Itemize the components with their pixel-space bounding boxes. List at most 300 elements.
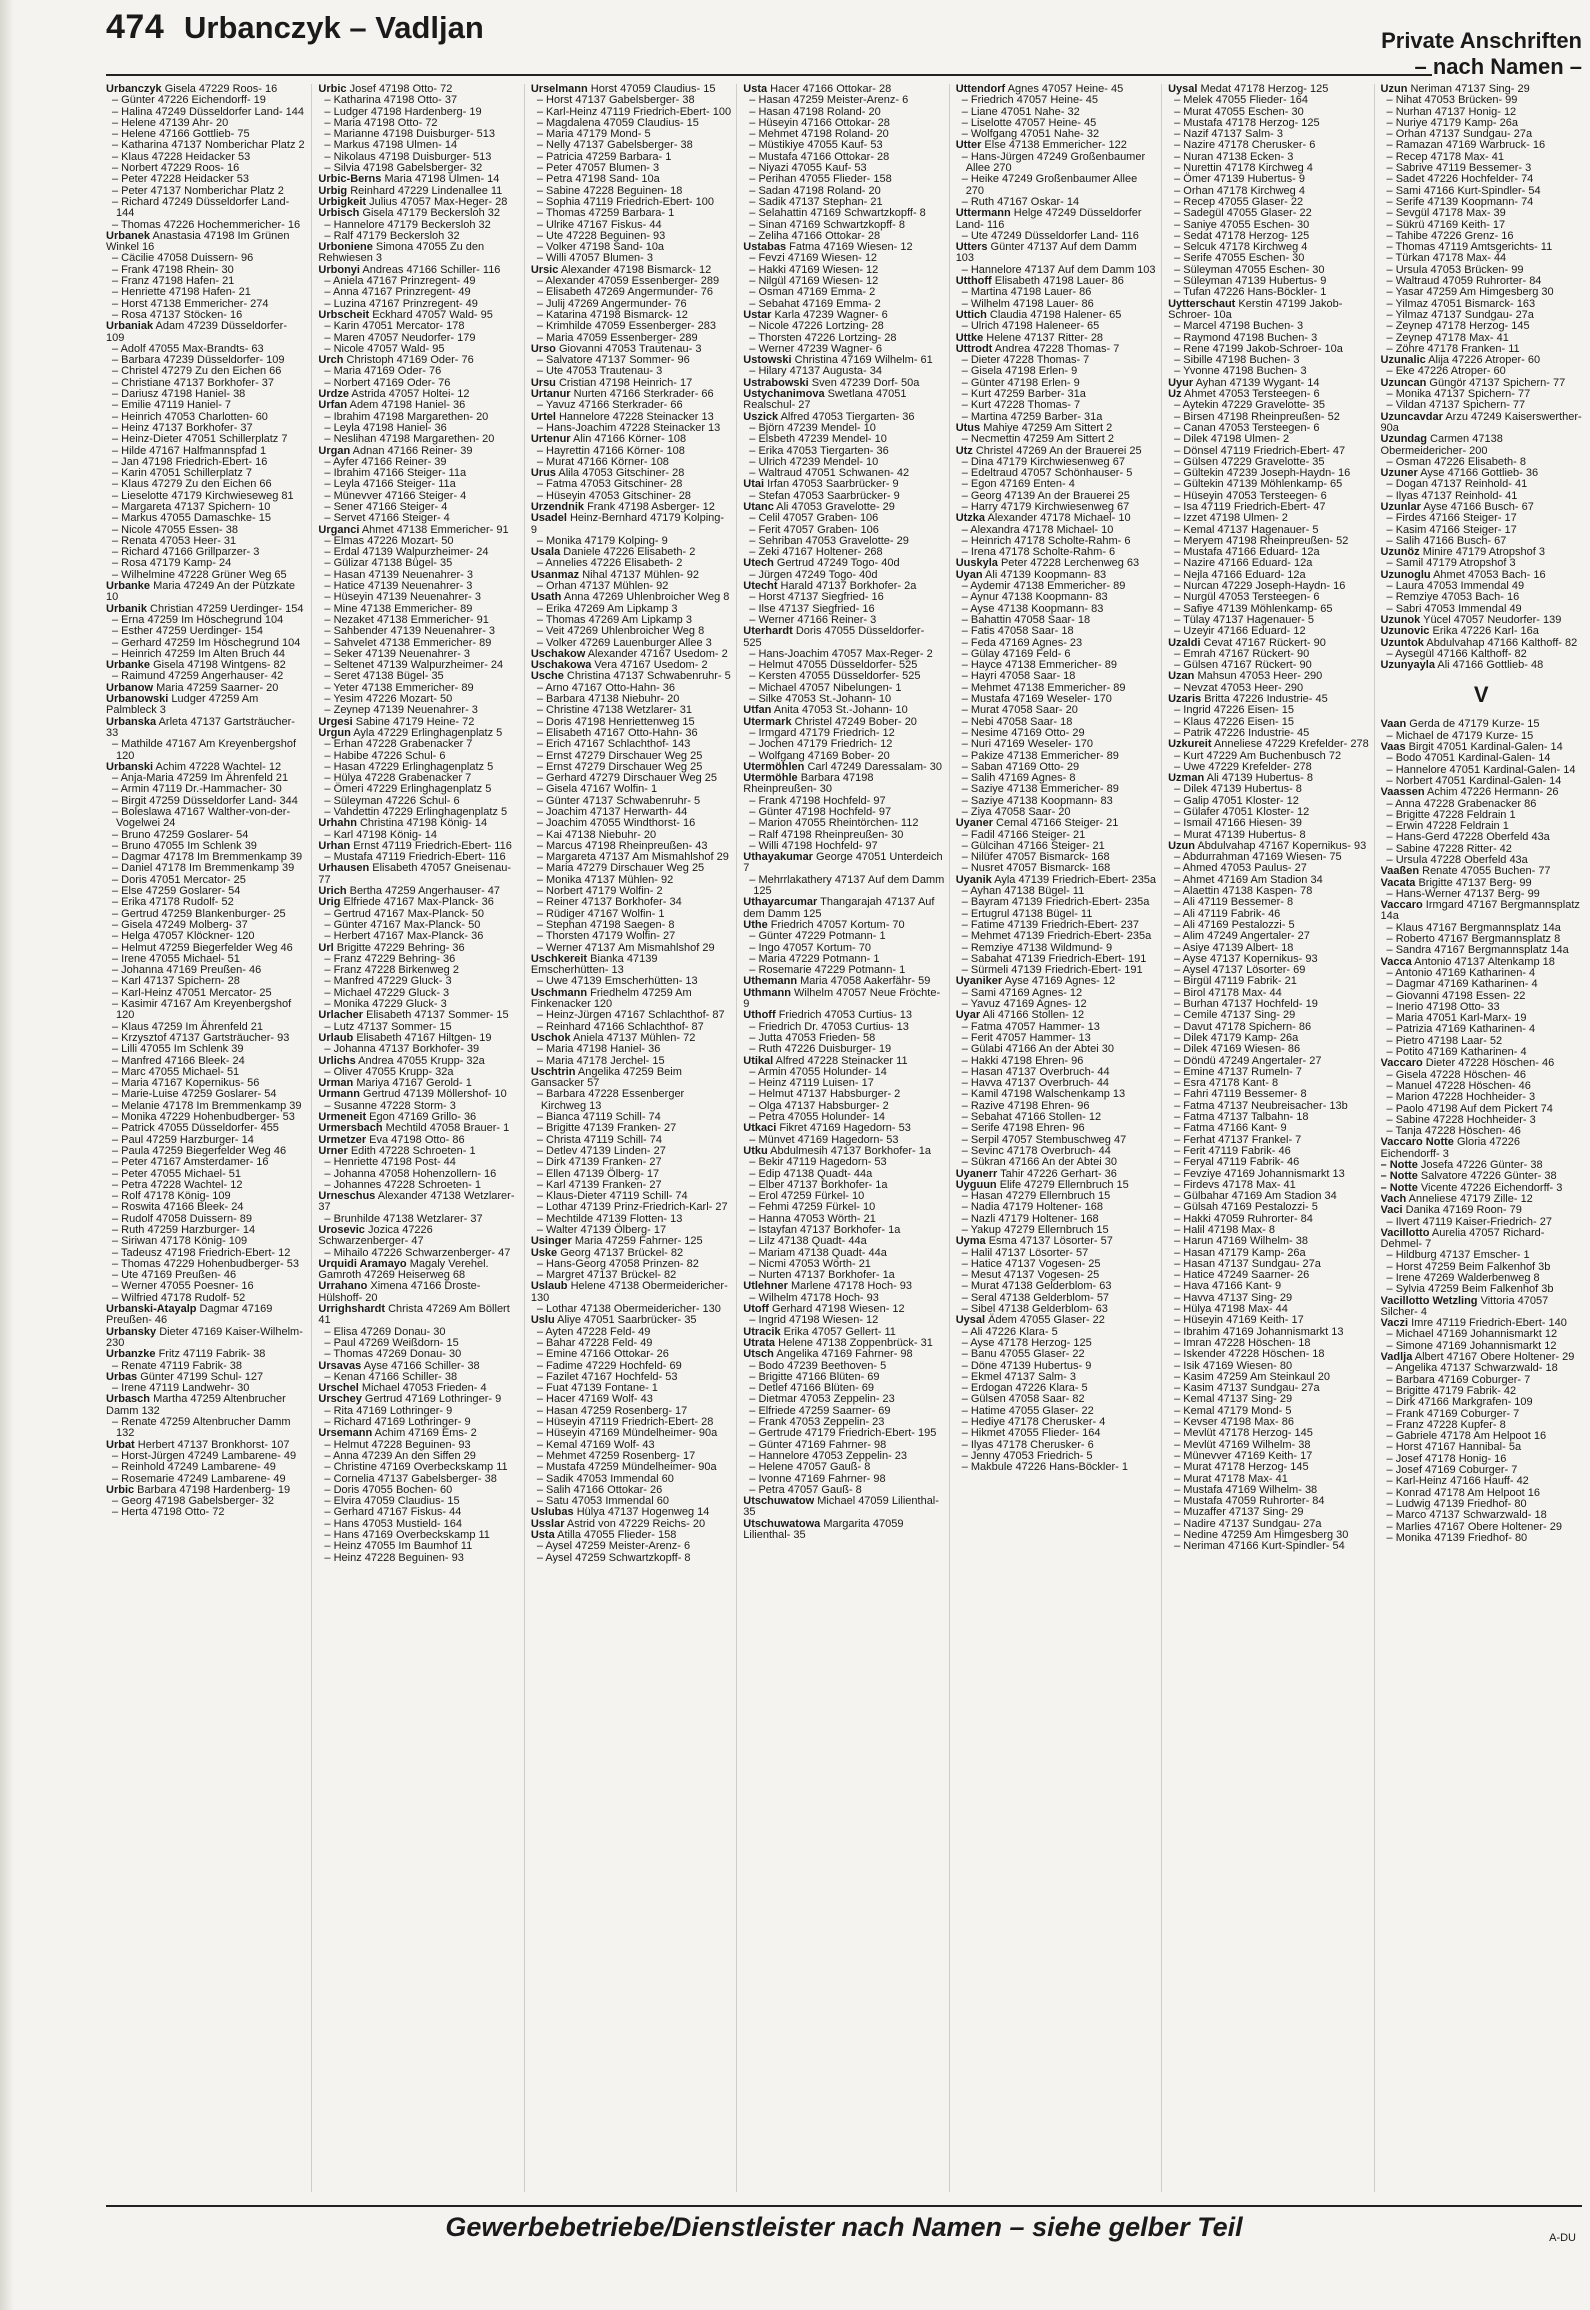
entry-details: – Nurgül 47053 Tersteegen- 6 <box>1174 591 1320 604</box>
entry-details: Arleta 47137 Gartsträucher- 33 <box>106 715 295 739</box>
entry-details: – Wolfgang 47051 Nahe- 32 <box>961 128 1100 141</box>
entry-details: Barbara 47198 Hardenberg- 19 <box>134 1483 291 1496</box>
entry-details: – Leyla 47166 Steiger- 11a <box>324 478 456 491</box>
entry-details: – Yesim 47226 Mozart- 50 <box>324 693 453 706</box>
entry-details: – Petra 47198 Sand- 10a <box>536 173 660 186</box>
entry-details: – Emine 47137 Rumeln- 7 <box>1174 1065 1302 1078</box>
entry-details: – Heinz 47228 Beguinen- 93 <box>324 1551 464 1564</box>
entry-details: – Salih 47166 Ottokar- 26 <box>536 1483 663 1496</box>
entry-details: Ayse 47169 Agnes- 12 <box>1002 975 1116 988</box>
entry-details: – Karin 47051 Mercator- 178 <box>324 320 465 333</box>
entry-details: Ayhan 47139 Wygant- 14 <box>1193 376 1320 389</box>
entry-surname: Uthayakumar <box>743 851 813 864</box>
entry-surname: Uyanerr <box>955 1167 998 1180</box>
entry-surname: Uttendorf <box>955 84 1006 95</box>
entry-details: – Maren 47057 Neudorfer- 179 <box>324 331 476 344</box>
entry-details: – Nicole 47055 Essen- 38 <box>112 523 238 536</box>
entry-details: – Kurt 47229 Am Buchenbusch 72 <box>1174 749 1342 762</box>
directory-entry <box>106 231 307 254</box>
entry-details: – Yasar 47259 Am Himgesberg 30 <box>1386 286 1554 299</box>
entry-details: – Fadime 47229 Hochfeld- 69 <box>536 1359 682 1372</box>
entry-details: – Yilmaz 47051 Bismarck- 163 <box>1386 297 1536 310</box>
entry-details: – Giovanni 47198 Essen- 22 <box>1386 989 1526 1002</box>
entry-details: – Nelly 47137 Gabelsberger- 38 <box>536 139 693 152</box>
entry-surname: Urbic <box>106 1483 135 1496</box>
entry-details: – Veit 47269 Uhlenbroicher Weg 8 <box>536 625 705 638</box>
entry-details: – Remziye 47053 Bach- 16 <box>1386 591 1520 604</box>
entry-details: – Karin 47051 Schillerplatz 7 <box>112 467 253 480</box>
entry-details: – Yavuz 47166 Sterkrader- 66 <box>536 399 683 412</box>
entry-details: – Margareta 47137 Am Mismahlshof 29 <box>536 851 729 864</box>
entry-details: – Rosemarie 47229 Potmann- 1 <box>749 964 906 977</box>
entry-surname: Utfan <box>743 704 772 717</box>
entry-details: – Norbert 47179 Wolfin- 2 <box>536 885 663 898</box>
entry-details: – Esra 47178 Kant- 8 <box>1174 1077 1279 1090</box>
directory-entry <box>531 1553 732 1564</box>
entry-details: – Hayrettin 47166 Körner- 108 <box>536 444 685 457</box>
entry-details: – Dirk 47139 Franken- 27 <box>536 1156 662 1169</box>
entry-details: – Vildan 47137 Spichern- 77 <box>1386 399 1526 412</box>
entry-details: – Nuriye 47179 Kamp- 26a <box>1386 116 1518 129</box>
entry-details: – Wilhelm 47178 Hoch- 93 <box>749 1291 879 1304</box>
entry-surname: Urlacher <box>318 1009 364 1022</box>
entry-details: – Gülsen 47058 Saar- 82 <box>961 1393 1085 1406</box>
entry-details: Andrea 47228 Thomas- 7 <box>992 342 1120 355</box>
entry-details: – Heike 47249 Großenbaumer Allee 270 <box>961 173 1138 197</box>
entry-details: Harald 47137 Borkhofer- 2a <box>777 580 917 593</box>
entry-details: – Renata 47053 Heer- 31 <box>112 534 237 547</box>
entry-surname: Urhausen <box>318 862 370 875</box>
entry-details: – Celil 47057 Graben- 106 <box>749 512 879 525</box>
entry-details: – Hüseyin 47053 Tersteegen- 6 <box>1174 489 1327 502</box>
entry-details: – Nurhan 47137 Honig- 12 <box>1386 105 1517 118</box>
entry-details: – Nedine 47259 Am Himgesberg 30 <box>1174 1529 1349 1541</box>
entry-details: Renate 47055 Buchen- 77 <box>1419 865 1551 878</box>
entry-surname: Urbansky <box>106 1325 157 1338</box>
entry-surname: Urbonyi <box>318 263 360 276</box>
entry-details: – Zeynep 47139 Neuenahrer- 3 <box>324 704 478 717</box>
entry-details: Vicente 47226 Eichendorff- 3 <box>1417 1181 1563 1194</box>
directory-entry <box>106 1304 307 1327</box>
entry-details: – Süleyman 47226 Schul- 6 <box>324 794 460 807</box>
entry-surname: Utzka <box>955 512 986 525</box>
entry-surname: Uuskyla <box>955 557 998 570</box>
entry-details: – Ellen 47139 Ölberg- 17 <box>536 1167 660 1180</box>
entry-details: – Norbert 47051 Kardinal-Galen- 14 <box>1386 774 1562 787</box>
entry-details: – Ute 47169 Preußen- 46 <box>112 1269 237 1282</box>
entry-details: – Izzet 47198 Ulmen- 2 <box>1174 512 1288 525</box>
entry-surname: Urhahn <box>318 817 357 830</box>
entry-details: – Peter 47057 Blumen- 3 <box>536 162 660 175</box>
entry-details: – Olga 47137 Habsburger- 2 <box>749 1099 889 1112</box>
entry-details: – Aydemir 47138 Emmericher- 89 <box>961 580 1126 593</box>
entry-details: Aliye 47051 Saarbrücker- 35 <box>554 1314 697 1327</box>
entry-details: – Erhan 47228 Grabenacker 7 <box>324 738 473 751</box>
entry-details: – Serife 47198 Ehren- 96 <box>961 1122 1085 1135</box>
entry-details: – Uwe 47139 Emscherhütten- 13 <box>536 975 698 988</box>
directory-entry <box>1381 1228 1582 1251</box>
entry-details: – Volker 47269 Lauenburger Allee 3 <box>536 636 712 649</box>
entry-details: Ali 47139 Koopmann- 83 <box>982 568 1107 581</box>
entry-details: Anneliese 47179 Zille- 12 <box>1406 1192 1533 1205</box>
entry-details: – Christa 47119 Schill- 74 <box>536 1133 662 1146</box>
entry-details: – Horst 47138 Emmericher- 274 <box>112 297 269 310</box>
directory-entry <box>106 197 307 220</box>
entry-details: – Rosa 47137 Stöcken- 16 <box>112 308 243 321</box>
entry-details: – Hans-Jürgen 47249 Großenbaumer Allee 270 <box>961 150 1146 175</box>
entry-details: Friedhelm 47259 Am Finkenacker 120 <box>530 986 692 1011</box>
entry-details: – Ayse 47178 Herzog- 125 <box>961 1336 1092 1349</box>
entry-details: – Peter 47137 Nomberichar Platz 2 <box>112 184 284 197</box>
entry-details: Angelika 47259 Beim Gansacker 57 <box>530 1065 682 1090</box>
entry-details: – Wolfgang 47169 Bober- 20 <box>749 749 890 762</box>
entry-details: Egon 47169 Grillo- 36 <box>366 1111 477 1124</box>
entry-details: – Franz 47229 Behring- 36 <box>324 952 456 965</box>
entry-surname: Uzman <box>1168 772 1205 785</box>
entry-details: – Hatice 47249 Saarner- 26 <box>1174 1269 1310 1282</box>
entry-details: – Döndü 47249 Angertaler- 27 <box>1174 1054 1322 1067</box>
entry-details: – Jürgen 47249 Togo- 40d <box>749 568 878 581</box>
entry-details: – Hasan 47279 Ellernbruch 15 <box>961 1190 1111 1203</box>
entry-details: – Horst 47259 Beim Falkenhof 3b <box>1386 1260 1551 1273</box>
entry-details: – Ulrich 47239 Mendel- 10 <box>749 455 879 468</box>
entry-details: – Saziye 47138 Emmericher- 89 <box>961 783 1119 796</box>
entry-details: – Elisa 47269 Donau- 30 <box>324 1325 446 1338</box>
entry-details: – Erna 47259 Im Höschegrund 104 <box>112 613 284 626</box>
entry-details: – Halil 47198 Max- 8 <box>1174 1223 1275 1236</box>
entry-details: Michael 47053 Frieden- 4 <box>358 1382 487 1395</box>
entry-surname: Urmann <box>318 1088 360 1101</box>
entry-details: – Johannes 47228 Schroeten- 1 <box>324 1178 481 1191</box>
entry-details: – Cäcilie 47058 Duissern- 96 <box>112 252 254 265</box>
entry-details: – Franz 47228 Birkenweg 2 <box>324 964 459 977</box>
entry-details: – Rolf 47178 König- 109 <box>112 1190 231 1203</box>
entry-details: – Döne 47139 Hubertus- 9 <box>961 1359 1092 1372</box>
entry-details: – Karl-Heinz 47119 Friedrich-Ebert- 100 <box>536 105 732 118</box>
entry-details: – Barbara 47239 Düsseldorfer- 109 <box>112 354 285 367</box>
entry-details: Tahir 47226 Gerhart- 36 <box>997 1167 1117 1180</box>
entry-details: Achim 47228 Wachtel- 12 <box>153 760 282 773</box>
entry-details: – Hans-Joachim 47057 Max-Reger- 2 <box>749 647 933 660</box>
entry-details: – Monika 47137 Spichern- 77 <box>1386 388 1531 401</box>
entry-details: – Nazli 47179 Holtener- 168 <box>961 1212 1099 1225</box>
entry-surname: Utthoff <box>955 275 992 288</box>
entry-details: Christoph 47169 Oder- 76 <box>343 354 474 367</box>
entry-details: – Dariusz 47198 Haniel- 38 <box>112 388 246 401</box>
entry-details: – Hediye 47178 Cherusker- 4 <box>961 1416 1106 1429</box>
entry-details: – Franz 47228 Kupfer- 8 <box>1386 1418 1506 1431</box>
entry-details: – Sükran 47166 An der Abtei 30 <box>961 1156 1118 1169</box>
entry-details: – Hatime 47055 Glaser- 22 <box>961 1404 1094 1417</box>
section-title-line1: Private Anschriften <box>1381 28 1582 53</box>
entry-details: – Georg 47139 An der Brauerei 25 <box>961 489 1130 502</box>
entry-details: – Selcuk 47178 Kirchweg 4 <box>1174 241 1308 254</box>
entry-surname: Vaccaro Notte <box>1380 1136 1454 1149</box>
entry-surname: Utschuwatowa <box>743 1517 821 1530</box>
entry-details: Mahsun 47053 Heer- 290 <box>1194 670 1323 683</box>
entry-details: – Frank 47169 Coburger- 7 <box>1386 1407 1520 1420</box>
entry-details: – Norbert 47169 Oder- 76 <box>324 376 451 389</box>
entry-surname: Usadel <box>530 512 567 525</box>
entry-details: Georg 47137 Brückel- 82 <box>557 1246 684 1259</box>
entry-surname: Vaccaro <box>1380 1057 1423 1070</box>
directory-entry <box>956 1462 1157 1473</box>
entry-details: Ximena 47166 Droste-Hülshoff- 20 <box>318 1280 481 1304</box>
entry-details: Minire 47179 Atropshof 3 <box>1419 546 1545 559</box>
entry-surname: Uttrodt <box>955 342 993 355</box>
entry-details: Cevat 47167 Rückert- 90 <box>1200 636 1326 649</box>
entry-details: – Ömer 47139 Hubertus- 9 <box>1174 173 1305 186</box>
entry-details: – Ursula 47053 Brücken- 99 <box>1386 263 1524 276</box>
entry-surname: Urso <box>530 342 556 355</box>
entry-details: – Brigitte 47139 Franken- 27 <box>536 1122 677 1135</box>
entry-details: – Henriette 47198 Hafen- 21 <box>112 286 251 299</box>
entry-details: – Hasan 47229 Erlinghagenplatz 5 <box>324 760 494 773</box>
entry-details: – Neriman 47166 Kurt-Spindler- 54 <box>1174 1540 1345 1553</box>
entry-details: – Dietmar 47053 Zeppelin- 23 <box>749 1393 895 1406</box>
directory-column <box>106 84 312 2192</box>
entry-surname: Uschakowa <box>530 659 592 672</box>
directory-entry <box>531 1089 732 1112</box>
entry-details: – Irmgard 47179 Friedrich- 12 <box>749 726 895 739</box>
entry-details: Dagmar 47169 Preußen- 46 <box>106 1303 273 1327</box>
entry-surname: Urbat <box>106 1438 135 1451</box>
entry-details: – Thomas 47119 Amtsgerichts- 11 <box>1386 241 1553 254</box>
entry-details: – Aysel 47137 Lösorter- 69 <box>1174 964 1306 977</box>
entry-details: – Hacer 47169 Wolf- 43 <box>536 1393 653 1406</box>
entry-details: – Silvia 47198 Gabelsberger- 32 <box>324 162 483 175</box>
entry-details: – Ingrid 47198 Wiesen- 12 <box>749 1314 879 1327</box>
entry-details: – Kamil 47198 Walschenkamp 13 <box>961 1088 1126 1101</box>
entry-surname: Vaci <box>1380 1204 1403 1217</box>
entry-details: Ali 47139 Hubertus- 8 <box>1204 772 1314 785</box>
entry-details: – Anna 47239 An den Siffen 29 <box>324 1449 476 1462</box>
entry-details: – Ayse 47137 Kopernikus- 93 <box>1174 952 1318 965</box>
entry-details: – Erika 47053 Tiergarten- 36 <box>749 444 889 457</box>
entry-details: – Elsbeth 47239 Mendel- 10 <box>749 433 887 446</box>
entry-details: Claudia 47198 Halener- 65 <box>986 308 1122 321</box>
entry-details: – Liane 47051 Nahe- 32 <box>961 105 1080 118</box>
entry-details: – Karl 47198 König- 14 <box>324 828 437 841</box>
entry-details: – Leyla 47198 Haniel- 36 <box>324 421 447 434</box>
entry-surname: Urbas <box>106 1370 138 1383</box>
entry-details: Astrida 47057 Holtei- 12 <box>348 388 470 401</box>
entry-surname: Urlaub <box>318 1031 354 1044</box>
entry-details: – Hasan 47179 Kamp- 26a <box>1174 1246 1306 1259</box>
entry-details: – Helmut 47137 Habsburger- 2 <box>749 1088 901 1101</box>
entry-details: – Lilz 47138 Quadt- 44a <box>749 1235 867 1248</box>
entry-details: – Bodo 47239 Beethoven- 5 <box>749 1359 887 1372</box>
entry-details: – Sibel 47138 Gelderblom- 63 <box>961 1303 1108 1316</box>
entry-surname: Urtenur <box>530 433 571 446</box>
entry-surname: Urbanek <box>106 229 151 242</box>
entry-details: Alexander 47178 Michael- 10 <box>985 512 1131 525</box>
entry-details: – Patrick 47055 Düsseldorfer- 455 <box>112 1122 279 1135</box>
directory-entry <box>106 999 307 1022</box>
entry-details: – Gülbahar 47169 Am Stadion 34 <box>1174 1190 1337 1203</box>
directory-entry <box>531 988 732 1011</box>
entry-details: – Gerhard 47259 Im Höschegrund 104 <box>112 636 301 649</box>
entry-details: – Heinz 47055 Im Baumhof 11 <box>324 1540 473 1553</box>
footer-code: A-DU <box>1549 2232 1576 2244</box>
entry-details: – Werner 47166 Reiner- 3 <box>749 613 877 626</box>
entry-details: – Martina 47198 Lauer- 86 <box>961 286 1092 299</box>
entry-details: – Burhan 47137 Hochfeld- 19 <box>1174 998 1318 1011</box>
entry-details: – Ludger 47198 Hardenberg- 19 <box>324 105 482 118</box>
entry-details: – Bianca 47119 Schill- 74 <box>536 1111 661 1124</box>
entry-details: – Roswita 47166 Bleek- 24 <box>112 1201 244 1214</box>
entry-details: – Murat 47058 Saar- 20 <box>961 704 1078 717</box>
entry-surname: Uzundag <box>1380 433 1427 446</box>
entry-surname: Utz <box>955 444 973 457</box>
entry-details: – Sadik 47053 Immendal 60 <box>536 1472 674 1485</box>
entry-surname: Uschakow <box>530 647 586 660</box>
entry-details: – Heinz-Jürgen 47167 Schlachthof- 87 <box>536 1009 725 1022</box>
entry-details: – Christine 47169 Overbeckskamp 11 <box>324 1461 508 1474</box>
entry-surname: Urbisch <box>318 207 360 220</box>
entry-details: – Werner 47055 Poesner- 16 <box>112 1280 254 1293</box>
entry-details: – Mustafa 47169 Weseler- 170 <box>961 693 1112 706</box>
entry-surname: Uslubas <box>530 1506 574 1519</box>
entry-details: – Krimhilde 47059 Essenberger- 283 <box>536 320 717 333</box>
entry-surname: Urbanow <box>106 681 154 694</box>
entry-details: – Nicole 47226 Lortzing- 28 <box>749 320 884 333</box>
entry-details: – Münvet 47169 Hagedorn- 53 <box>749 1133 899 1146</box>
entry-surname: Vaassen <box>1380 786 1425 799</box>
entry-details: – Edip 47138 Quadt- 44a <box>749 1167 873 1180</box>
entry-surname: Urbanowski <box>106 693 169 706</box>
entry-details: – Stephan 47198 Saegen- 8 <box>536 918 675 931</box>
entry-details: – Isa 47119 Friedrich-Ebert- 47 <box>1174 500 1326 513</box>
entry-details: – Jutta 47053 Frieden- 58 <box>749 1031 876 1044</box>
entry-details: – Elfriede 47259 Saarner- 69 <box>749 1404 891 1417</box>
entry-details: Reinhard 47229 Lindenallee 11 <box>347 184 503 197</box>
entry-surname: Utikal <box>743 1054 774 1067</box>
entry-details: Ludger 47259 Am Palmbleck 3 <box>106 693 259 717</box>
entry-details: – Mehmet 47259 Rosenberg- 17 <box>536 1449 696 1462</box>
entry-surname: Ustychanimova <box>743 388 825 401</box>
entry-details: – Konrad 47178 Am Helpoot 16 <box>1386 1486 1541 1499</box>
entry-details: – Rosemarie 47249 Lambarene- 49 <box>112 1472 286 1485</box>
entry-details: – Petra 47055 Holunder- 14 <box>749 1111 886 1124</box>
entry-surname: Urdze <box>318 388 349 401</box>
entry-details: – Türkan 47178 Max- 44 <box>1386 252 1507 265</box>
entry-details: – Abdurrahman 47169 Wiesen- 75 <box>1174 851 1342 864</box>
entry-details: – Pietro 47198 Laar- 52 <box>1386 1034 1503 1047</box>
entry-details: – Sebahat 47169 Emma- 2 <box>749 297 881 310</box>
entry-details: – Herbert 47167 Max-Planck- 36 <box>324 930 484 943</box>
entry-details: – Marcus 47198 Rheinpreußen- 43 <box>536 839 708 852</box>
entry-details: – Ibrahim 47166 Steiger- 11a <box>324 467 467 480</box>
entry-details: – Rosa 47179 Kamp- 24 <box>112 557 232 570</box>
entry-details: – Doris 47198 Henriettenweg 15 <box>536 715 695 728</box>
entry-details: Adnan 47166 Reiner- 39 <box>350 444 473 457</box>
entry-details: – Liselotte 47057 Heine- 45 <box>961 116 1097 129</box>
entry-details: Elisabeth 47198 Lauer- 86 <box>991 275 1124 288</box>
entry-details: – Richard 47249 Düsseldorfer Land- 144 <box>112 195 290 220</box>
entry-details: – Patrik 47226 Industrie- 45 <box>1174 726 1310 739</box>
entry-details: – Silke 47053 St.-Johann- 10 <box>749 693 892 706</box>
entry-details: – Willi 47198 Hochfeld- 97 <box>749 839 878 852</box>
entry-details: Elisabeth 47057 Gneisenau- 77 <box>318 862 512 886</box>
entry-details: – Günter 47198 Erlen- 9 <box>961 376 1080 389</box>
entry-details: – Halil 47137 Lösorter- 57 <box>961 1246 1089 1259</box>
entry-surname: Usslar <box>530 1517 565 1530</box>
entry-details: Michael 47059 Lilienthal- 35 <box>743 1495 939 1519</box>
entry-details: – Volker 47198 Sand- 10a <box>536 241 665 254</box>
entry-details: Salvatore 47226 Günter- 38 <box>1417 1170 1557 1183</box>
entry-surname: Vaczi <box>1380 1317 1409 1330</box>
entry-details: Kerstin 47199 Jakob-Schroer- 10a <box>1168 297 1343 321</box>
entry-details: – Helene 47057 Gauß- 8 <box>749 1461 871 1474</box>
entry-details: – Alexander 47059 Essenberger- 289 <box>536 275 720 288</box>
entry-surname: Urbscheit <box>318 308 370 321</box>
entry-details: – Ahmet 47169 Am Stadion 34 <box>1174 873 1323 886</box>
entry-details: – Dagmar 47169 Katharinen- 4 <box>1386 978 1538 991</box>
entry-details: – Yakup 47279 Ellernbruch 15 <box>961 1223 1109 1236</box>
entry-details: – Nicmi 47053 Wörth- 21 <box>749 1257 871 1270</box>
entry-details: – Ilse 47137 Siegfried- 16 <box>749 602 875 615</box>
entry-details: – Günter 47169 Fahrner- 98 <box>749 1438 887 1451</box>
entry-details: – Cemile 47137 Sing- 29 <box>1174 1009 1296 1022</box>
entry-details: – Mustafa 47169 Wilhelm- 38 <box>1174 1483 1318 1496</box>
entry-details: – Ali 47119 Fabrik- 46 <box>1174 907 1281 920</box>
entry-details: – Michael 47169 Johannismarkt 12 <box>1386 1328 1558 1341</box>
entry-details: – Hasan 47137 Overbruch- 44 <box>961 1065 1110 1078</box>
entry-details: – Gerhard 47167 Fiskus- 44 <box>324 1506 462 1519</box>
entry-details: Helene 47138 Obermeidericher- 130 <box>530 1280 728 1304</box>
entry-details: – Christine 47138 Wetzlarer- 31 <box>536 704 692 717</box>
entry-details: Antonio 47137 Altenkamp 18 <box>1411 955 1555 968</box>
entry-details: Ayla 47229 Erlinghagenplatz 5 <box>350 726 503 739</box>
entry-surname: – Notte <box>1380 1181 1418 1194</box>
entry-details: Fritz 47119 Fabrik- 38 <box>155 1348 266 1361</box>
entry-details: – Patrizia 47169 Katharinen- 4 <box>1386 1023 1536 1036</box>
entry-details: – Thomas 47226 Hochemmericher- 16 <box>112 218 301 231</box>
entry-details: – Zeliha 47166 Ottokar- 28 <box>749 229 881 242</box>
entry-details: Simona 47055 Zu den Rehwiesen 3 <box>318 241 485 265</box>
entry-details: Danika 47169 Roon- 79 <box>1402 1204 1522 1217</box>
directory-entry <box>1381 1137 1582 1160</box>
entry-details: Birgit 47051 Kardinal-Galen- 14 <box>1405 741 1563 754</box>
entry-surname: Usche <box>530 670 564 683</box>
entry-details: – Willi 47057 Blumen- 3 <box>536 252 654 265</box>
entry-details: – Birsen 47198 Rheinpreußen- 52 <box>1174 410 1340 423</box>
entry-details: – Kemal 47137 Sing- 29 <box>1174 1393 1293 1406</box>
entry-details: – Christel 47279 Zu den Eichen 66 <box>112 365 282 378</box>
entry-details: Gertrud 47139 Möllershof- 10 <box>359 1088 507 1101</box>
entry-details: – Niyazi 47055 Kauf- 53 <box>749 162 867 175</box>
entry-details: – Servet 47166 Steiger- 4 <box>324 512 450 525</box>
entry-details: Ahmet 47053 Tersteegen- 6 <box>1181 388 1320 401</box>
entry-details: – Mustafa 47166 Eduard- 12a <box>1174 546 1320 559</box>
entry-details: – Nuran 47138 Ecken- 3 <box>1174 150 1294 163</box>
entry-details: – Inerio 47198 Otto- 33 <box>1386 1000 1500 1013</box>
entry-details: Josef 47198 Otto- 72 <box>346 84 453 95</box>
entry-details: – Ayten 47228 Feld- 49 <box>536 1325 651 1338</box>
entry-details: Anastasia 47198 Im Grünen Winkel 16 <box>106 229 290 254</box>
entry-surname: Ursu <box>530 376 556 389</box>
entry-details: – Ferit 47057 Graben- 106 <box>749 523 879 536</box>
entry-surname: Uyar <box>955 1009 981 1022</box>
entry-details: – Ivonne 47169 Fahrner- 98 <box>749 1472 886 1485</box>
entry-details: – Gültekin 47239 Joseph-Haydn- 16 <box>1174 467 1351 480</box>
entry-details: – Petra 47228 Wachtel- 12 <box>112 1178 243 1191</box>
directory-entry <box>106 1327 307 1350</box>
entry-details: – Ayse 47138 Koopmann- 83 <box>961 602 1104 615</box>
entry-surname: Urman <box>318 1077 354 1090</box>
entry-surname: Uzan <box>1168 670 1195 683</box>
